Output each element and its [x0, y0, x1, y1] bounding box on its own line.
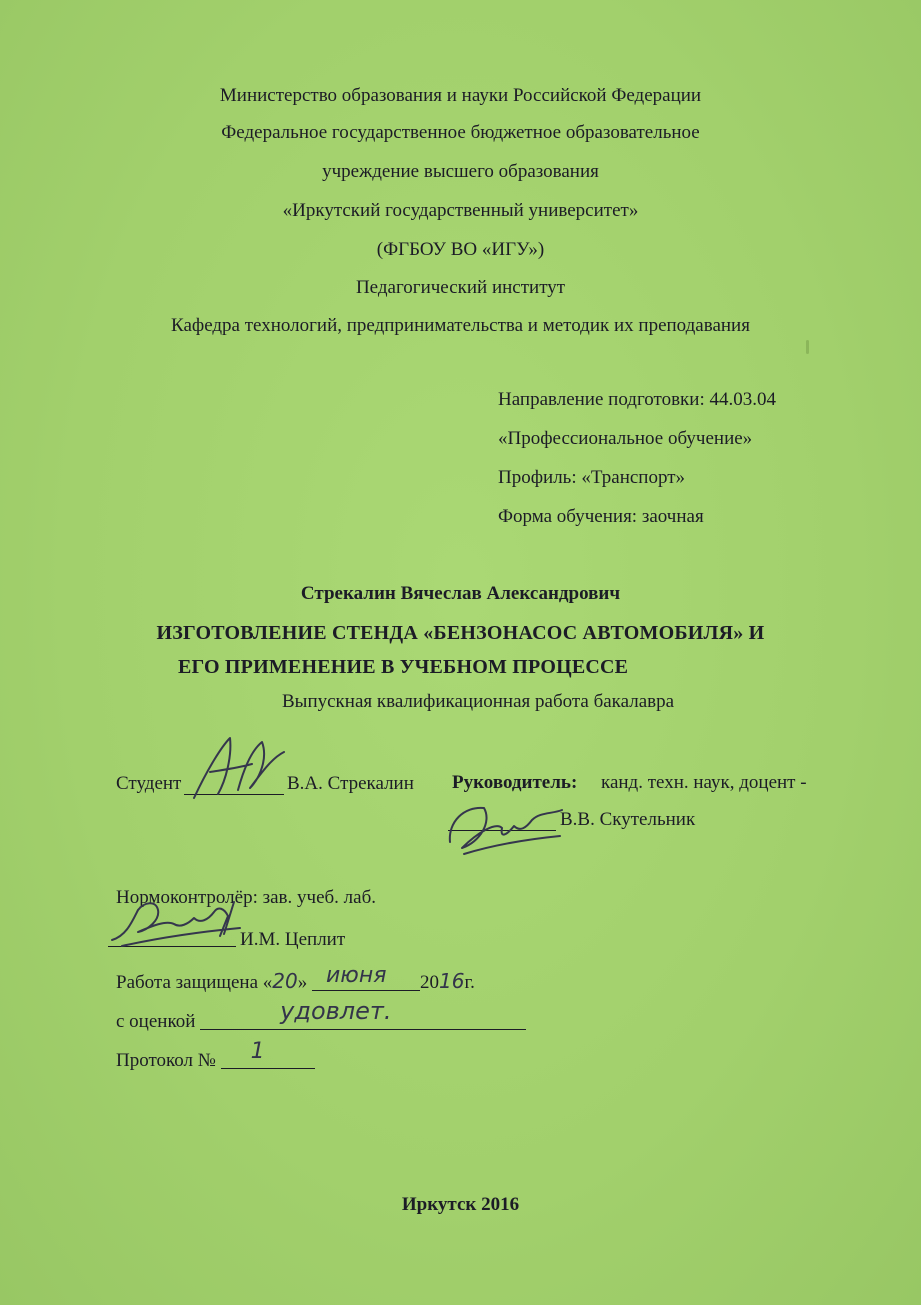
study-form: Форма обучения: заочная [498, 506, 704, 527]
university-abbreviation: (ФГБОУ ВО «ИГУ») [376, 239, 545, 260]
program-direction: Направление подготовки: 44.03.04 [498, 389, 776, 410]
program-profile: Профиль: «Транспорт» [498, 467, 686, 488]
defense-month: июня [326, 963, 387, 988]
ministry-line: Министерство образования и науки Российской Федерации [219, 85, 702, 106]
normcontrol-signature [108, 880, 248, 952]
author-name: Стрекалин Вячеслав Александрович [300, 583, 621, 604]
student-label: Студент [116, 773, 182, 794]
defense-date-row [116, 963, 475, 995]
supervisor-title: канд. техн. наук, доцент - [601, 772, 807, 793]
defense-year-suffix: 16 [439, 969, 465, 993]
city-year: Иркутск 2016 [401, 1194, 520, 1215]
institute-name: Педагогический институт [355, 277, 566, 298]
defense-year-end: г. [464, 972, 475, 993]
defense-day: 20 [272, 969, 298, 993]
student-name: В.А. Стрекалин [287, 773, 414, 794]
thesis-title-line-1: ИЗГОТОВЛЕНИЕ СТЕНДА «БЕНЗОНАСОС АВТОМОБИЛЯ» И [156, 622, 765, 644]
defense-month-field [312, 963, 420, 991]
normcontrol-name: И.М. Цеплит [240, 929, 346, 950]
institution-line-2: учреждение высшего образования [322, 161, 599, 182]
protocol-number: 1 [250, 1039, 265, 1064]
normcontrol-label: Нормоконтролёр: зав. учеб. лаб. [116, 887, 377, 908]
protocol-label: Протокол № [116, 1050, 216, 1071]
grade-field [200, 997, 526, 1030]
thesis-title-line-2: ЕГО ПРИМЕНЕНИЕ В УЧЕБНОМ ПРОЦЕССЕ [178, 656, 629, 678]
grade-label: с оценкой [116, 1011, 196, 1032]
institution-line-1: Федеральное государственное бюджетное образовательное [221, 122, 700, 143]
grade-row [116, 997, 526, 1034]
defense-year-prefix: 20 [420, 972, 439, 993]
student-signature [188, 728, 288, 808]
protocol-row [116, 1039, 315, 1073]
grade-value: удовлет. [280, 997, 392, 1025]
department-name: Кафедра технологий, предпринимательства и методик их преподавания [171, 315, 750, 336]
protocol-field [221, 1039, 315, 1069]
university-name: «Иркутский государственный университет» [282, 200, 639, 221]
program-direction-name: «Профессиональное обучение» [498, 428, 753, 449]
defense-quote-close: » [297, 972, 308, 993]
supervisor-name: В.В. Скутельник [560, 809, 696, 830]
defense-label: Работа защищена « [116, 972, 273, 993]
work-type: Выпускная квалификационная работа бакалавра [282, 691, 675, 712]
paper-fleck [806, 340, 809, 354]
supervisor-label: Руководитель: [452, 772, 578, 793]
supervisor-signature [440, 792, 570, 862]
